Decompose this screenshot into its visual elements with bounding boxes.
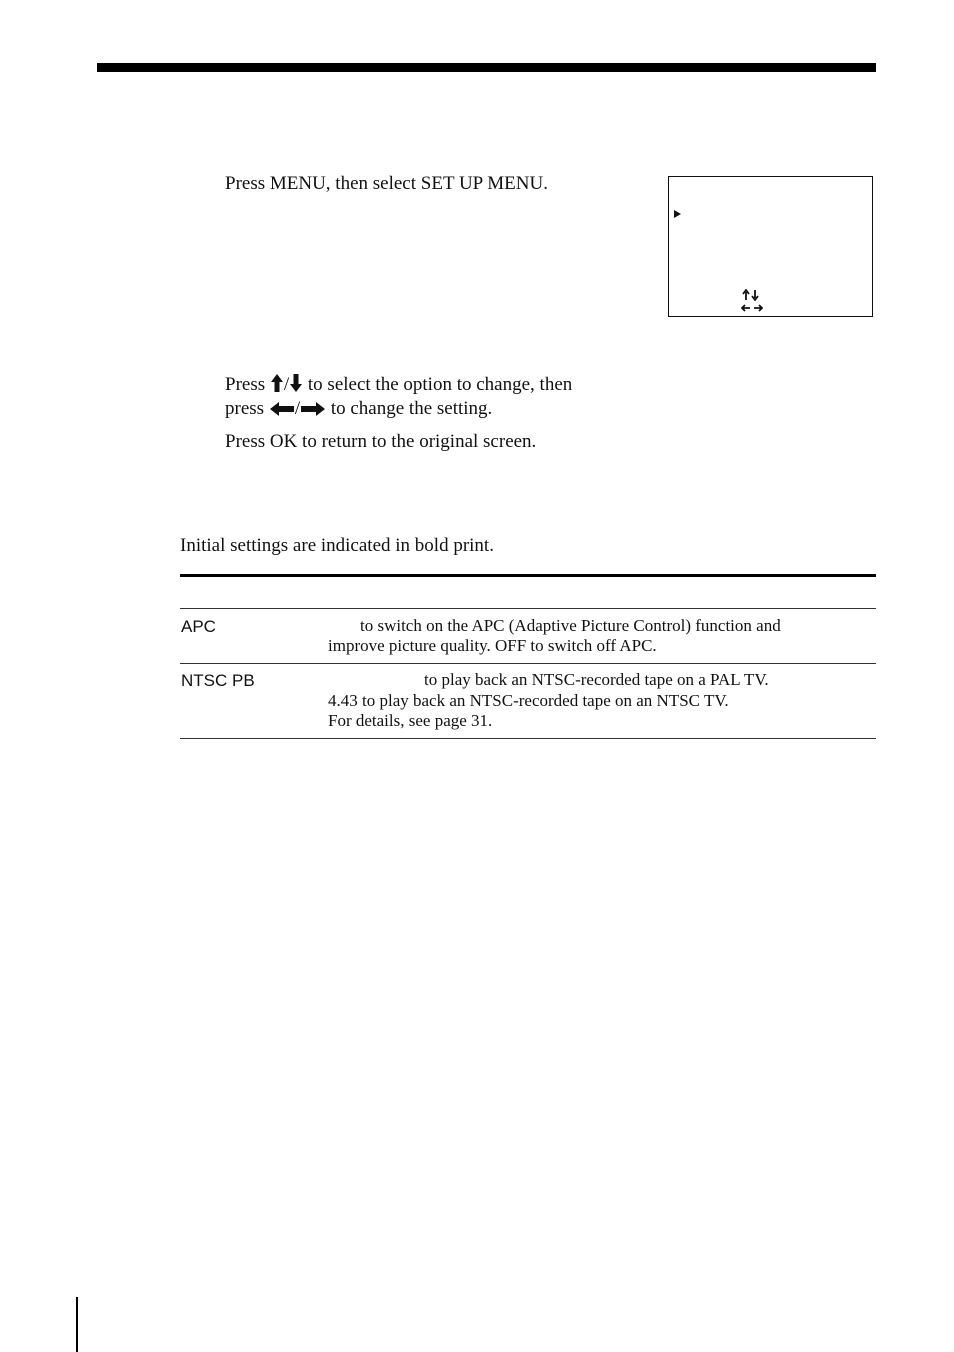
down-arrow-icon (289, 373, 303, 393)
step-3: Press OK to return to the original screen. (225, 431, 537, 452)
up-arrow-icon (270, 373, 284, 393)
table-row-ntsc-desc-1: to play back an NTSC-recorded tape on a PAL TV. (424, 670, 769, 689)
table-header-divider (180, 608, 876, 609)
right-arrow-icon (300, 401, 326, 417)
header-rule (97, 63, 876, 72)
table-row-apc-desc-1: to switch on the APC (Adaptive Picture Control) function and (360, 616, 781, 635)
left-arrow-icon (269, 401, 295, 417)
table-top-rule (180, 574, 876, 577)
step-2-line-1: Press / to select the option to change, then (225, 374, 573, 395)
left-right-arrows-icon (741, 303, 763, 313)
page-margin-rule (76, 1297, 78, 1352)
table-row-apc-desc-2: improve picture quality. OFF to switch off APC. (328, 636, 657, 655)
menu-screen-illustration (668, 176, 873, 317)
initial-settings-note: Initial settings are indicated in bold print. (180, 535, 494, 556)
table-row-ntsc-name: NTSC PB (181, 671, 255, 690)
table-row-ntsc-desc-3: For details, see page 31. (328, 711, 493, 730)
table-row-ntsc-desc-2: 4.43 to play back an NTSC-recorded tape on an NTSC TV. (328, 691, 729, 710)
step-2-line-2: press / to change the setting. (225, 398, 493, 419)
table-bottom-rule (180, 738, 876, 739)
up-down-arrows-icon (741, 289, 761, 301)
table-row-apc-name: APC (181, 617, 216, 636)
table-row-divider (180, 663, 876, 664)
step-1: Press MENU, then select SET UP MENU. (225, 173, 548, 194)
cursor-triangle-icon (674, 209, 682, 219)
